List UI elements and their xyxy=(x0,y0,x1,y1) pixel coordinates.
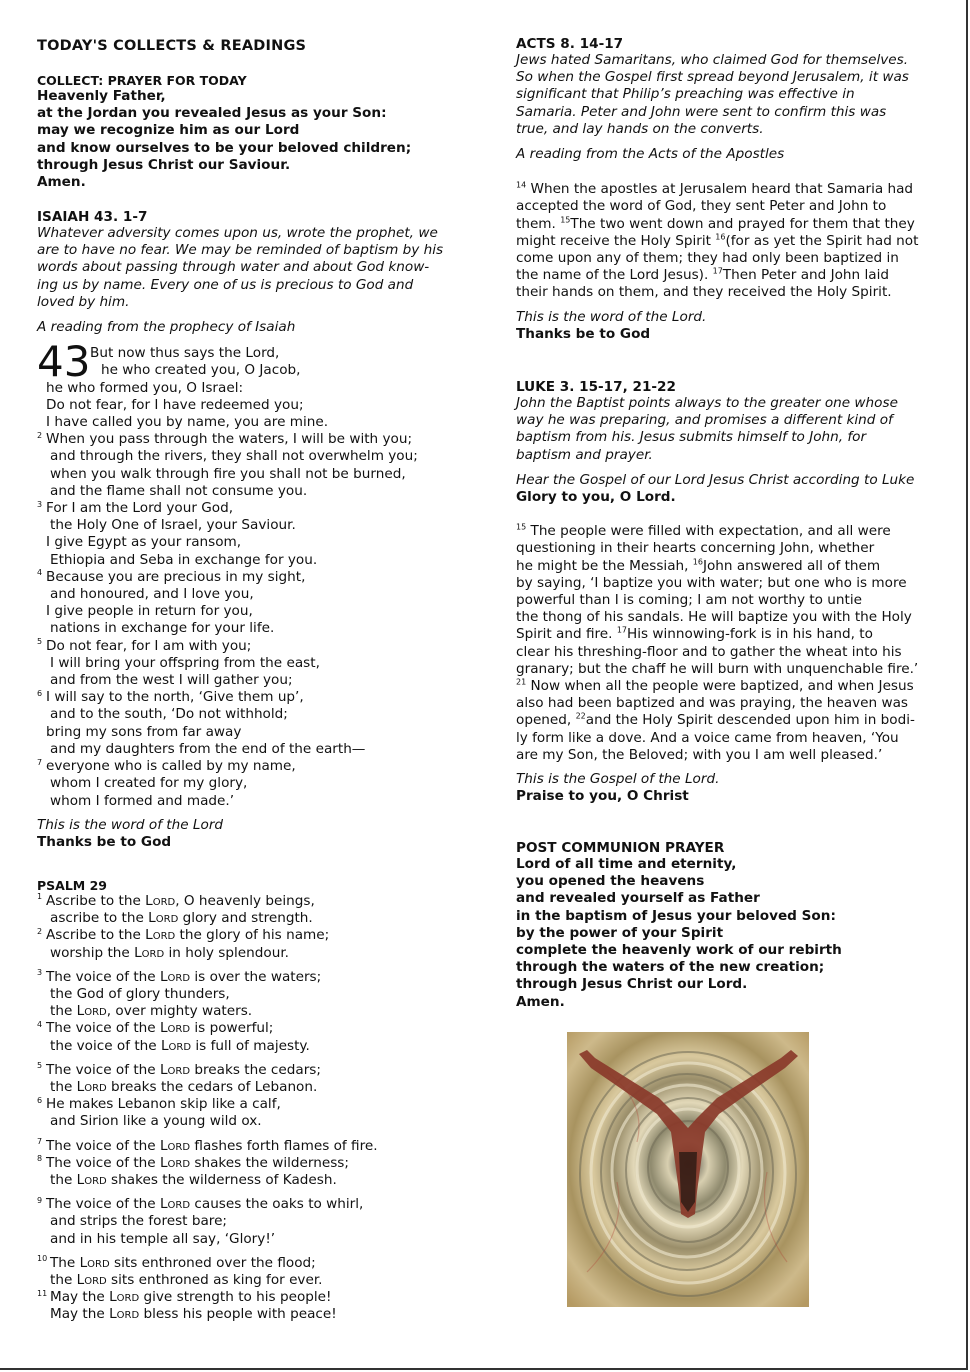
psalm-line xyxy=(37,1003,477,1020)
psalm-text: the God of glory thunders, xyxy=(50,986,230,1003)
isaiah-intro-line: are to have no fear. We may be reminded of baptism by his xyxy=(37,242,444,259)
psalm-text: and in his temple all say, ‘Glory!’ xyxy=(50,1230,276,1247)
post-communion-line: you opened the heavens xyxy=(516,873,705,890)
psalm-line: 5 The voice of the Lord breaks the cedars; xyxy=(37,1061,321,1078)
verse-number: 22 xyxy=(575,711,586,721)
verse-number: 16 xyxy=(715,232,726,242)
lord-small-caps: Lord xyxy=(159,1154,191,1171)
collect-line: and know ourselves to be your beloved children; xyxy=(37,139,412,156)
psalm-text: the xyxy=(50,1003,77,1020)
psalm-text: shakes the wilderness of Kadesh. xyxy=(106,1172,337,1189)
text-run: might receive the Holy Spirit xyxy=(516,232,716,249)
psalm-text: give strength to his people! xyxy=(139,1289,332,1306)
verse-line xyxy=(37,775,477,792)
lord-small-caps: Lord xyxy=(145,893,176,909)
psalm-text: and strips the forest bare; xyxy=(50,1213,228,1230)
text-line xyxy=(516,712,941,729)
psalm-text: The voice of the xyxy=(46,1020,160,1037)
post-communion-line: in the baptism of Jesus your beloved Son: xyxy=(516,907,836,924)
collect-line: through Jesus Christ our Saviour. xyxy=(37,156,291,173)
collect-line: Heavenly Father, xyxy=(37,88,166,104)
lord-small-caps: Lord xyxy=(109,1289,140,1306)
text-run: accepted the word of God, they sent Peter and John to xyxy=(516,198,887,215)
psalm-text: the glory of his name; xyxy=(175,927,330,944)
psalm-line: 3 The voice of the Lord is over the waters; xyxy=(37,968,322,985)
text-run: granary; but the chaff he will burn with unquenchable fire.’ xyxy=(516,660,919,677)
psalm-text: sits enthroned as king for ever. xyxy=(106,1272,323,1289)
text-line xyxy=(516,575,941,592)
luke-heading: LUKE 3. 15-17, 21-22 xyxy=(516,379,676,395)
lord-small-caps: Lord xyxy=(159,1137,191,1154)
lord-small-caps: Lord xyxy=(148,910,179,927)
text-run: questioning in their hearts concerning John, whether xyxy=(516,540,875,557)
psalm-line xyxy=(37,1038,477,1055)
text-run: (for as yet the Spirit had not xyxy=(725,232,919,249)
psalm-text: shakes the wilderness; xyxy=(190,1154,349,1171)
verse-number: 16 xyxy=(692,557,703,567)
baptism-painting-image xyxy=(567,1032,809,1307)
psalm-stanza xyxy=(37,1255,477,1324)
verse-number: 15 xyxy=(560,215,571,225)
isaiah-response: Thanks be to God xyxy=(37,833,172,850)
verse-text: I will bring your offspring from the east, xyxy=(50,654,320,671)
collect-section xyxy=(37,73,477,191)
text-run: their hands on them, and they received the Holy Spirit. xyxy=(516,284,892,301)
psalm-line: 11 May the Lord give strength to his people! xyxy=(37,1288,332,1306)
isaiah-intro-line: loved by him. xyxy=(37,293,130,310)
psalm-text: , over mighty waters. xyxy=(106,1003,253,1020)
verse-text: everyone who is called by my name, xyxy=(46,758,296,775)
psalm-line: 7 The voice of the Lord flashes forth flames of fire. xyxy=(37,1137,378,1154)
collect-line: may we recognize him as our Lord xyxy=(37,122,300,139)
psalm-section xyxy=(37,878,477,1324)
psalm-text: , O heavenly beings, xyxy=(175,893,315,909)
psalm-text: The xyxy=(50,1254,80,1271)
luke-intro-line: baptism and prayer. xyxy=(516,446,653,463)
verse-line: 7 everyone who is called by my name, xyxy=(37,757,296,775)
psalm-text: The voice of the xyxy=(46,1196,160,1213)
text-line xyxy=(516,661,941,678)
text-line xyxy=(516,284,941,301)
text-run: Now when all the people were baptized, and when Jesus xyxy=(530,678,914,695)
acts-intro-line: Samaria. Peter and John were sent to confirm this was xyxy=(516,103,887,120)
chapter-number: 43 xyxy=(37,337,91,387)
verse-text: bring my sons from far away xyxy=(46,723,242,740)
verse-text: I give people in return for you, xyxy=(46,603,253,620)
acts-intro-line: Jews hated Samaritans, who claimed God for themselves. xyxy=(516,52,909,68)
verse-line xyxy=(37,706,477,723)
acts-section xyxy=(516,36,941,343)
chapter-line: he who created you, O Jacob, xyxy=(101,362,301,379)
page-title: TODAY'S COLLECTS & READINGS xyxy=(37,38,307,54)
verse-line: 6 I will say to the north, ‘Give them up’, xyxy=(37,688,304,706)
lord-small-caps: Lord xyxy=(76,1079,107,1096)
collect-text xyxy=(37,88,477,191)
luke-intro xyxy=(516,395,941,464)
verse-text: and to the south, ‘Do not withhold; xyxy=(50,706,288,723)
psalm-text: Ascribe to the xyxy=(46,927,146,944)
verse-text: I give Egypt as your ransom, xyxy=(46,534,242,551)
psalm-text: the xyxy=(50,1172,77,1189)
text-run: are my Son, the Beloved; with you I am well pleased.’ xyxy=(516,746,883,763)
text-run: opened, xyxy=(516,712,576,729)
psalm-text: is over the waters; xyxy=(190,968,322,985)
isaiah-closing: This is the word of the Lord xyxy=(37,816,224,833)
verse-line xyxy=(37,724,477,741)
psalm-line: 8 The voice of the Lord shakes the wilderness; xyxy=(37,1154,349,1171)
verse-line: 5 Do not fear, for I am with you; xyxy=(37,637,252,654)
acts-response: Thanks be to God xyxy=(516,325,651,342)
verse-number: 14 xyxy=(516,180,527,190)
psalm-text: is full of majesty. xyxy=(191,1037,310,1054)
verse-line xyxy=(37,483,477,500)
psalm-text: the xyxy=(50,1079,77,1096)
post-communion-line: Amen. xyxy=(516,993,565,1010)
collect-line: at the Jordan you revealed Jesus as your Son: xyxy=(37,105,387,122)
verse-line xyxy=(37,620,477,637)
collect-line: Amen. xyxy=(37,174,86,191)
acts-intro-line: true, and lay hands on the converts. xyxy=(516,120,764,137)
verse-line: 4 Because you are precious in my sight, xyxy=(37,568,306,585)
text-run: powerful than I is coming; I am not worthy to untie xyxy=(516,592,863,609)
psalm-text: He makes Lebanon skip like a calf, xyxy=(46,1096,281,1113)
psalm-line xyxy=(37,1113,477,1130)
psalm-text: bless his people with peace! xyxy=(139,1306,337,1323)
text-run: ly form like a dove. And a voice came from heaven, ‘You xyxy=(516,729,899,746)
verse-line xyxy=(37,466,477,483)
psalm-text: sits enthroned over the flood; xyxy=(109,1254,316,1271)
psalm-text: The voice of the xyxy=(46,968,160,985)
text-line xyxy=(516,730,941,747)
psalm-text: breaks the cedars of Lebanon. xyxy=(106,1079,318,1096)
psalm-text: worship the xyxy=(50,944,135,961)
lord-small-caps: Lord xyxy=(79,1254,110,1271)
acts-closing: This is the word of the Lord. xyxy=(516,308,707,325)
lord-small-caps: Lord xyxy=(109,1306,140,1323)
lord-small-caps: Lord xyxy=(76,1172,107,1189)
verse-line xyxy=(37,552,477,569)
text-run: When the apostles at Jerusalem heard that Samaria had xyxy=(530,181,914,198)
collect-heading: COLLECT: PRAYER FOR TODAY xyxy=(37,73,247,88)
psalm-line xyxy=(37,910,477,927)
psalm-line: 6 He makes Lebanon skip like a calf, xyxy=(37,1095,281,1113)
text-line xyxy=(516,250,941,267)
lord-small-caps: Lord xyxy=(160,1037,192,1054)
verse-text: he who formed you, O Israel: xyxy=(46,379,244,396)
psalm-line: 2 Ascribe to the Lord the glory of his name; xyxy=(37,926,330,944)
psalm-line: 10 The Lord sits enthroned over the flood; xyxy=(37,1254,316,1271)
psalm-line xyxy=(37,1172,477,1189)
post-communion-line: through the waters of the new creation; xyxy=(516,959,825,976)
text-run: the name of the Lord Jesus). xyxy=(516,267,713,284)
isaiah-intro-line: words about passing through water and about God know- xyxy=(37,259,430,276)
psalm-line xyxy=(37,1213,477,1230)
text-line xyxy=(516,626,941,643)
luke-section xyxy=(516,379,941,805)
psalm-text: Ascribe to the xyxy=(46,893,146,909)
verse-line xyxy=(37,655,477,672)
psalm-text: The voice of the xyxy=(46,1061,160,1078)
verse-text: For I am the Lord your God, xyxy=(46,500,234,517)
psalm-text: and Sirion like a young wild ox. xyxy=(50,1113,262,1130)
text-line xyxy=(516,695,941,712)
text-line xyxy=(516,181,941,198)
verse-text: Do not fear, for I have redeemed you; xyxy=(46,396,304,413)
verse-line xyxy=(37,741,477,758)
verse-line xyxy=(37,448,477,465)
psalm-text: the voice of the xyxy=(50,1037,161,1054)
psalm-line xyxy=(37,986,477,1003)
psalm-text: the xyxy=(50,1272,77,1289)
acts-intro-line: So when the Gospel first spread beyond Jerusalem, it was xyxy=(516,69,909,86)
isaiah-intro-line: ing us by name. Every one of us is precious to God and xyxy=(37,276,414,293)
verse-line xyxy=(37,534,477,551)
text-run: The two went down and prayed for them that they xyxy=(570,215,915,232)
psalm-text: glory and strength. xyxy=(178,910,313,927)
text-line xyxy=(516,198,941,215)
acts-intro xyxy=(516,52,941,138)
psalm-text: ascribe to the xyxy=(50,910,149,927)
verse-number: 17 xyxy=(712,266,723,276)
psalm-line: 1 Ascribe to the Lord, O heavenly beings, xyxy=(37,892,315,909)
isaiah-intro xyxy=(37,225,477,311)
verse-number: 17 xyxy=(616,625,627,635)
verse-number: 15 xyxy=(516,522,527,532)
psalm-line: 9 The voice of the Lord causes the oaks to whirl, xyxy=(37,1195,364,1213)
verse-line: 3 For I am the Lord your God, xyxy=(37,499,234,517)
text-run: John answered all of them xyxy=(702,557,881,574)
text-line xyxy=(516,267,941,284)
psalm-stanza xyxy=(37,893,477,962)
psalm-text: May the xyxy=(50,1306,110,1323)
verse-line xyxy=(37,517,477,534)
post-communion-line: and revealed yourself as Father xyxy=(516,890,760,907)
luke-closing: This is the Gospel of the Lord. xyxy=(516,771,720,788)
text-run: clear his threshing-floor and to gather the wheat into his xyxy=(516,643,902,660)
post-communion-text xyxy=(516,856,941,1011)
text-run: by saying, ‘I baptize you with water; but one who is more xyxy=(516,574,907,591)
luke-response: Praise to you, O Christ xyxy=(516,788,689,805)
isaiah-intro-line: Whatever adversity comes upon us, wrote the prophet, we xyxy=(37,225,438,241)
text-line xyxy=(516,233,941,250)
lord-small-caps: Lord xyxy=(134,944,165,961)
psalm-heading: PSALM 29 xyxy=(37,878,107,893)
verse-text: when you walk through fire you shall not be burned, xyxy=(50,465,406,482)
text-run: the thong of his sandals. He will baptize you with the Holy xyxy=(516,609,912,626)
psalm-line xyxy=(37,945,477,962)
acts-intro-line: significant that Philip’s preaching was effective in xyxy=(516,86,855,103)
verse-text: and honoured, and I love you, xyxy=(50,586,254,603)
verse-text: the Holy One of Israel, your Saviour. xyxy=(50,517,296,534)
psalm-text: causes the oaks to whirl, xyxy=(190,1196,364,1213)
verse-text: and my daughters from the end of the earth— xyxy=(50,740,366,757)
verse-text: and through the rivers, they shall not overwhelm you; xyxy=(50,448,418,465)
verse-text: Do not fear, for I am with you; xyxy=(46,637,252,654)
lord-small-caps: Lord xyxy=(159,1020,191,1037)
psalm-stanza xyxy=(37,969,477,1055)
luke-announce-response: Glory to you, O Lord. xyxy=(516,489,676,506)
post-communion-line: complete the heavenly work of our rebirth xyxy=(516,942,842,959)
verse-line xyxy=(37,586,477,603)
text-line xyxy=(516,540,941,557)
verse-text: Ethiopia and Seba in exchange for you. xyxy=(50,551,318,568)
text-line xyxy=(516,592,941,609)
baptism-painting xyxy=(567,1032,809,1307)
text-line xyxy=(516,644,941,661)
lord-small-caps: Lord xyxy=(159,968,191,985)
verse-text: Because you are precious in my sight, xyxy=(46,568,306,585)
verse-text: I will say to the north, ‘Give them up’, xyxy=(46,689,304,706)
verse-text: and the flame shall not consume you. xyxy=(50,482,308,499)
text-run: The people were filled with expectation, and all were xyxy=(530,523,891,540)
text-run: them. xyxy=(516,215,561,232)
psalm-text: flashes forth flames of fire. xyxy=(190,1137,378,1154)
post-communion-heading: POST COMMUNION PRAYER xyxy=(516,840,725,856)
luke-text xyxy=(516,523,941,764)
lord-small-caps: Lord xyxy=(159,1061,191,1078)
text-run: Then Peter and John laid xyxy=(722,267,889,284)
verse-text: and from the west I will gather you; xyxy=(50,672,293,689)
text-line xyxy=(516,216,941,233)
verse-line xyxy=(37,414,477,431)
verse-text: whom I formed and made.’ xyxy=(50,792,235,809)
verse-line xyxy=(37,603,477,620)
psalm-text: in holy splendour. xyxy=(164,944,289,961)
verse-number: 21 xyxy=(516,677,527,687)
psalm-text: is powerful; xyxy=(190,1020,274,1037)
isaiah-section xyxy=(37,209,477,851)
psalm-line xyxy=(37,1231,477,1248)
psalm-stanza xyxy=(37,1196,477,1248)
lord-small-caps: Lord xyxy=(76,1003,107,1020)
lord-small-caps: Lord xyxy=(159,1196,191,1213)
chapter-line: But now thus says the Lord, xyxy=(90,345,280,362)
text-line xyxy=(516,747,941,764)
text-run: and the Holy Spirit descended upon him in bodi- xyxy=(585,712,915,729)
post-communion-line: through Jesus Christ our Lord. xyxy=(516,976,748,993)
psalm-line: 4 The voice of the Lord is powerful; xyxy=(37,1019,274,1037)
text-line xyxy=(516,678,941,695)
psalm-text: The voice of the xyxy=(46,1154,160,1171)
luke-intro-line: baptism from his. Jesus submits himself to John, for xyxy=(516,429,867,446)
luke-intro-line: John the Baptist points always to the greater one whose xyxy=(516,395,898,411)
psalm-line xyxy=(37,1079,477,1096)
text-run: Spirit and fire. xyxy=(516,626,617,643)
psalm-stanza xyxy=(37,1062,477,1131)
verse-text: When you pass through the waters, I will be with you; xyxy=(46,431,413,448)
verse-text: whom I created for my glory, xyxy=(50,775,248,792)
text-run: also had been baptized and was praying, the heaven was xyxy=(516,695,908,712)
psalm-text: May the xyxy=(50,1289,110,1306)
post-communion-line: Lord of all time and eternity, xyxy=(516,856,737,872)
psalm-stanza xyxy=(37,1138,477,1190)
lord-small-caps: Lord xyxy=(76,1272,107,1289)
verse-text: nations in exchange for your life. xyxy=(50,620,275,637)
psalm-line xyxy=(37,1306,477,1323)
psalm-text: breaks the cedars; xyxy=(190,1061,321,1078)
acts-announce: A reading from the Acts of the Apostles xyxy=(516,146,785,163)
text-line xyxy=(516,558,941,575)
post-communion-section xyxy=(516,840,941,1011)
verse-line xyxy=(37,672,477,689)
isaiah-text xyxy=(37,337,477,809)
text-line xyxy=(516,523,941,540)
isaiah-announce: A reading from the prophecy of Isaiah xyxy=(37,319,296,336)
verse-line xyxy=(37,793,477,810)
psalm-line xyxy=(37,1272,477,1289)
text-line xyxy=(516,609,941,626)
text-run: come upon any of them; they had only been baptized in xyxy=(516,250,899,267)
verse-line xyxy=(37,397,477,414)
luke-announce: Hear the Gospel of our Lord Jesus Christ according to Luke xyxy=(516,471,915,488)
verse-line xyxy=(37,380,477,397)
acts-heading: ACTS 8. 14-17 xyxy=(516,36,624,52)
luke-intro-line: way he was preparing, and promises a different kind of xyxy=(516,412,893,429)
verse-text: I have called you by name, you are mine. xyxy=(46,414,329,431)
verse-line: 2 When you pass through the waters, I will be with you; xyxy=(37,430,413,448)
text-run: His winnowing-fork is in his hand, to xyxy=(627,626,873,643)
isaiah-heading: ISAIAH 43. 1-7 xyxy=(37,209,148,225)
psalm-text: The voice of the xyxy=(46,1137,160,1154)
lord-small-caps: Lord xyxy=(145,927,176,944)
text-run: he might be the Messiah, xyxy=(516,557,693,574)
post-communion-line: by the power of your Spirit xyxy=(516,924,724,941)
acts-text xyxy=(516,181,941,301)
